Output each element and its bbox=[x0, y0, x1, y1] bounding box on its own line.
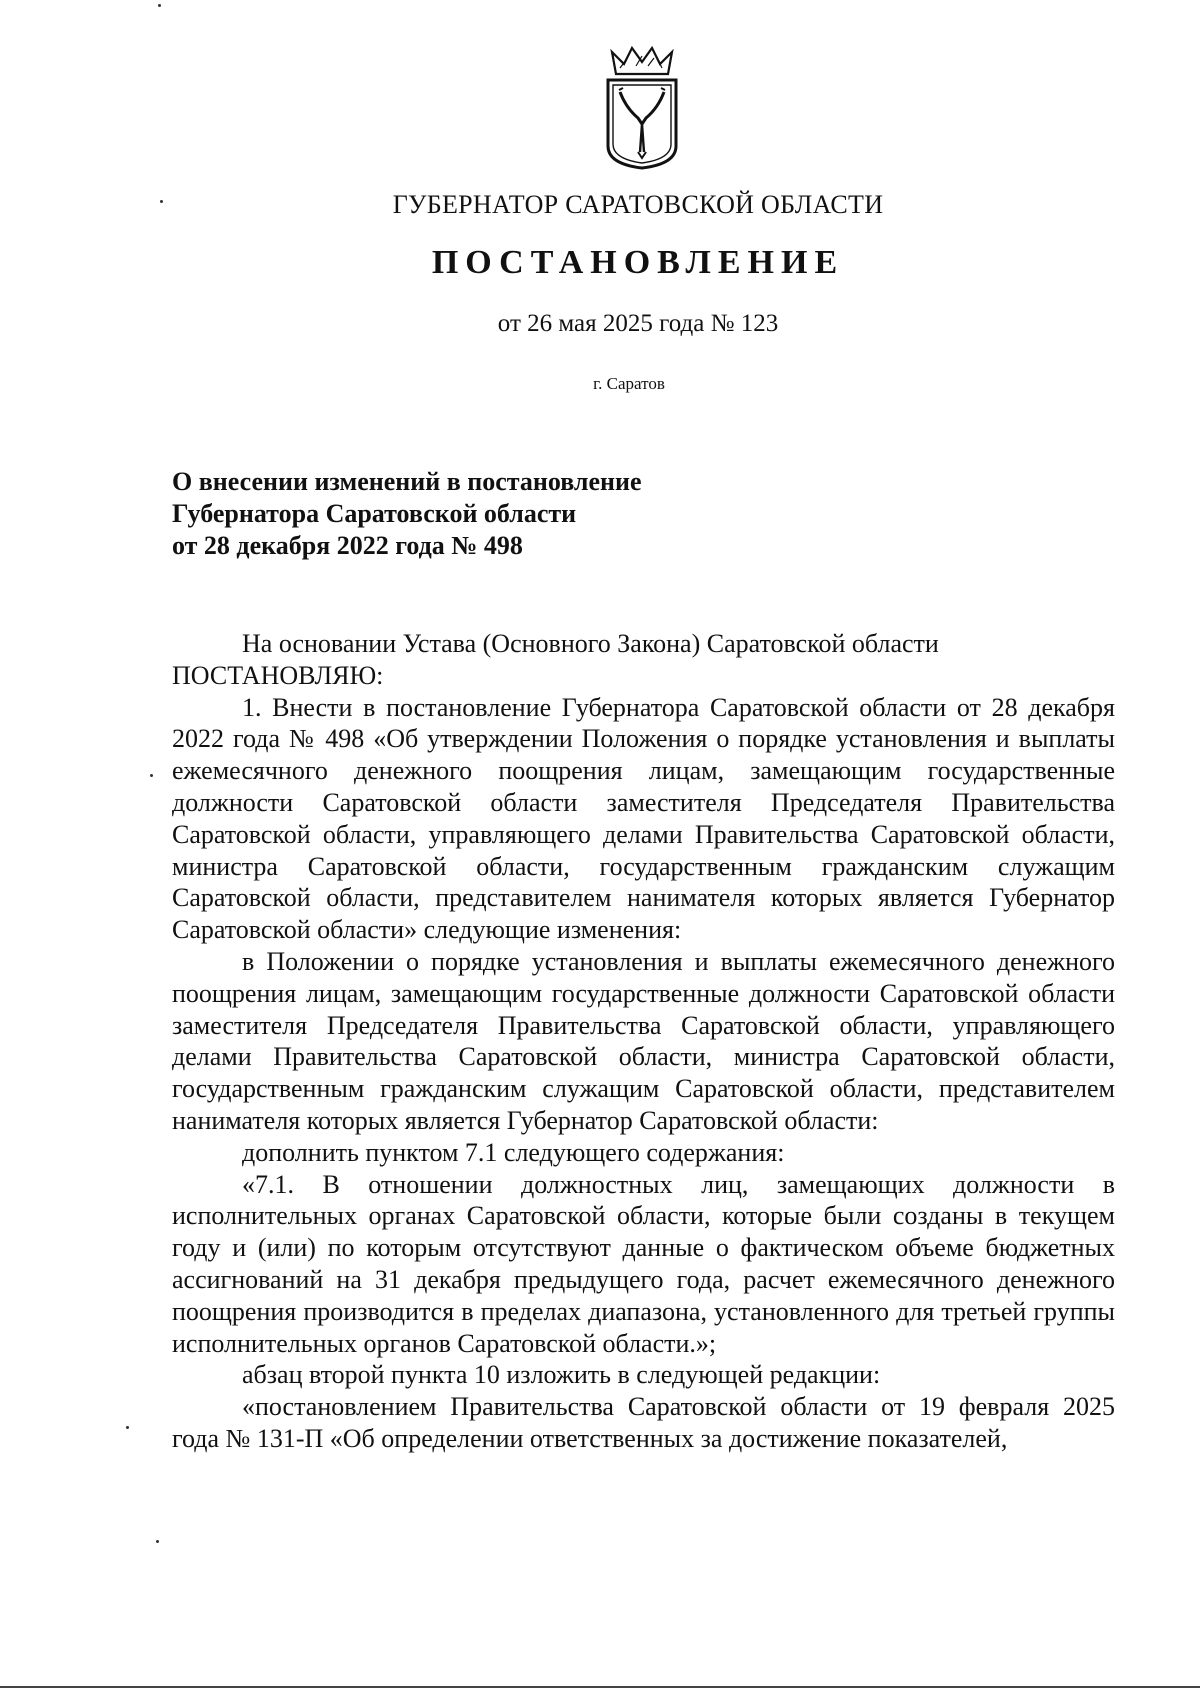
body-paragraph: дополнить пунктом 7.1 следующего содержания: bbox=[242, 1137, 785, 1167]
scan-speck bbox=[150, 774, 153, 777]
subject-line: О внесении изменений в постановление bbox=[172, 467, 642, 496]
document-body bbox=[172, 628, 1115, 1455]
document-date-number: от 26 мая 2025 года № 123 bbox=[497, 310, 779, 337]
document-type-title: ПОСТАНОВЛЕНИЕ bbox=[431, 244, 845, 281]
body-paragraph: На основании Устава (Основного Закона) Саратовской области bbox=[242, 629, 939, 658]
body-paragraph: «постановлением Правительства Саратовской области от 19 февраля 2025 года № 131-П «Об определении ответственных за достижение показателей, bbox=[172, 1392, 1115, 1453]
subject-line: от 28 декабря 2022 года № 498 bbox=[172, 531, 523, 560]
body-paragraph: абзац второй пункта 10 изложить в следующей редакции: bbox=[242, 1360, 881, 1390]
scan-speck bbox=[160, 200, 163, 203]
scan-speck bbox=[158, 4, 161, 7]
document-city: г. Саратов bbox=[593, 374, 665, 393]
coat-of-arms-icon bbox=[602, 44, 682, 170]
scan-speck bbox=[126, 1426, 129, 1429]
scan-speck bbox=[156, 1540, 159, 1543]
document-subject bbox=[172, 466, 642, 562]
issuing-authority: ГУБЕРНАТОР САРАТОВСКОЙ ОБЛАСТИ bbox=[392, 190, 884, 219]
body-paragraph: «7.1. В отношении должностных лиц, замещающих должности в исполнительных органах Саратовской области, которые были созданы в текущем году и (или) по которым отсутствуют данные о фактическом объеме бюджетных ассигнований на 31 декабря предыдущего года, расчет ежемесячного денежного поощрения производится в пределах диапазона, установленного для третьей группы исполнительных органов Саратовской области.»; bbox=[172, 1169, 1115, 1358]
body-paragraph: ПОСТАНОВЛЯЮ: bbox=[172, 660, 384, 690]
subject-line: Губернатора Саратовской области bbox=[172, 499, 577, 528]
body-paragraph: в Положении о порядке установления и выплаты ежемесячного денежного поощрения лицам, замещающим государственные должности Саратовской области заместителя Председателя Правительства Саратовской области, управляющего делами Правительства Саратовской области, министра Саратовской области, государственным гражданским служащим Саратовской области, представителем нанимателя которых является Губернатор Саратовской области: bbox=[172, 946, 1115, 1135]
scan-edge-line bbox=[0, 1686, 1200, 1688]
body-paragraph: 1. Внести в постановление Губернатора Саратовской области от 28 декабря 2022 года № 498 «Об утверждении Положения о порядке установления и выплаты ежемесячного денежного поощрения лицам, замещающим государственные должности Саратовской области заместителя Председателя Правительства Саратовской области, управляющего делами Правительства Саратовской области, министра Саратовской области, государственным гражданским служащим Саратовской области, представителем нанимателя которых является Губернатор Саратовской области» следующие изменения: bbox=[172, 692, 1115, 945]
